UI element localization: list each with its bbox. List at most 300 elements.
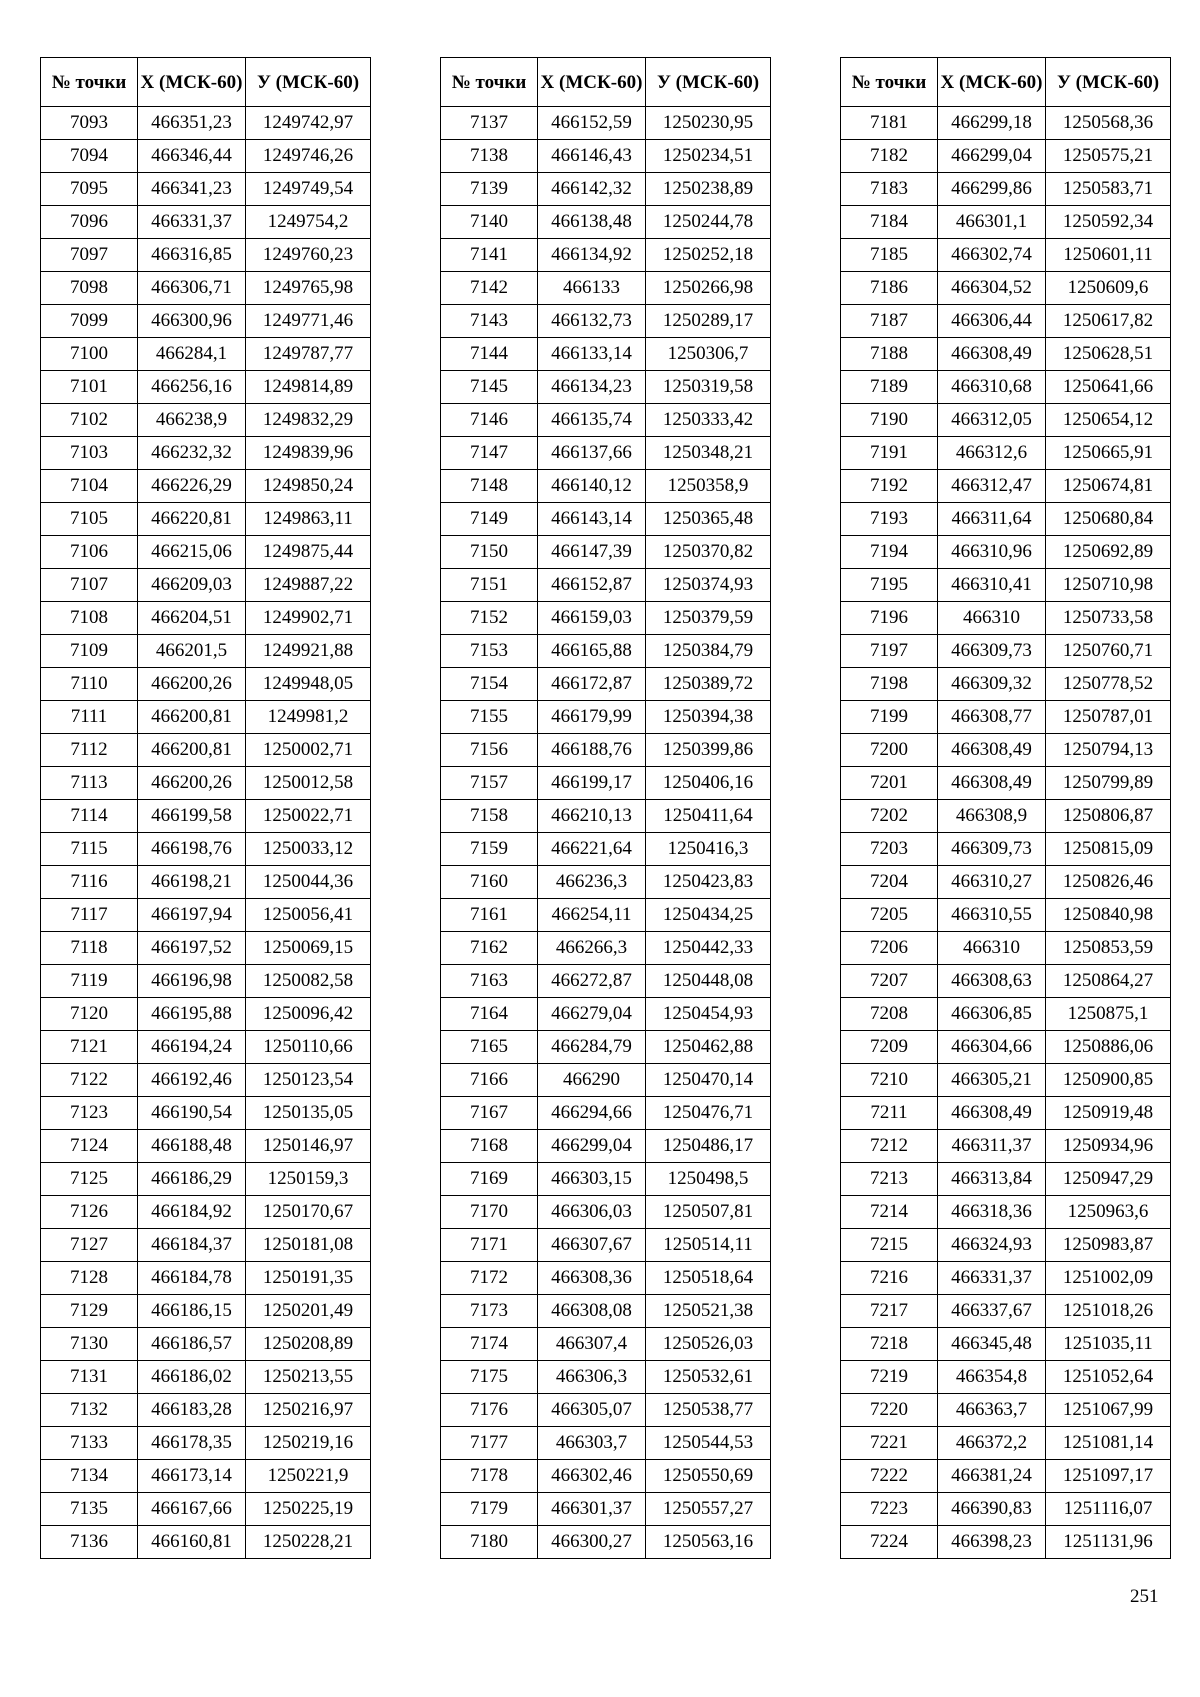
table-row [41, 404, 371, 437]
table-row [41, 1064, 371, 1097]
table-row [41, 1427, 371, 1460]
x-coordinate-cell: 466316,85 [138, 239, 246, 272]
table-row [841, 1328, 1171, 1361]
point-number-cell: 7206 [841, 932, 938, 965]
point-number-cell: 7162 [441, 932, 538, 965]
x-coordinate-cell: 466266,3 [538, 932, 646, 965]
header-point-number: № точки [41, 58, 138, 107]
table-row [441, 1394, 771, 1427]
table-row [441, 602, 771, 635]
y-coordinate-cell: 1250476,71 [646, 1097, 771, 1130]
table-row [41, 1229, 371, 1262]
table-row [841, 1064, 1171, 1097]
y-coordinate-cell: 1250170,67 [246, 1196, 371, 1229]
x-coordinate-cell: 466186,57 [138, 1328, 246, 1361]
y-coordinate-cell: 1250423,83 [646, 866, 771, 899]
y-coordinate-cell: 1250033,12 [246, 833, 371, 866]
point-number-cell: 7134 [41, 1460, 138, 1493]
point-number-cell: 7142 [441, 272, 538, 305]
x-coordinate-cell: 466186,02 [138, 1361, 246, 1394]
y-coordinate-cell: 1249850,24 [246, 470, 371, 503]
point-number-cell: 7223 [841, 1493, 938, 1526]
x-coordinate-cell: 466209,03 [138, 569, 246, 602]
x-coordinate-cell: 466199,58 [138, 800, 246, 833]
y-coordinate-cell: 1251035,11 [1046, 1328, 1171, 1361]
x-coordinate-cell: 466254,11 [538, 899, 646, 932]
x-coordinate-cell: 466308,08 [538, 1295, 646, 1328]
table-row [841, 734, 1171, 767]
y-coordinate-cell: 1250886,06 [1046, 1031, 1171, 1064]
table-row [441, 800, 771, 833]
table-row [41, 1526, 371, 1559]
y-coordinate-cell: 1251018,26 [1046, 1295, 1171, 1328]
point-number-cell: 7095 [41, 173, 138, 206]
point-number-cell: 7109 [41, 635, 138, 668]
point-number-cell: 7184 [841, 206, 938, 239]
point-number-cell: 7181 [841, 107, 938, 140]
table-row [41, 998, 371, 1031]
point-number-cell: 7158 [441, 800, 538, 833]
x-coordinate-cell: 466294,66 [538, 1097, 646, 1130]
y-coordinate-cell: 1249981,2 [246, 701, 371, 734]
y-coordinate-cell: 1250384,79 [646, 635, 771, 668]
y-coordinate-cell: 1250575,21 [1046, 140, 1171, 173]
table-row [841, 239, 1171, 272]
x-coordinate-cell: 466188,76 [538, 734, 646, 767]
x-coordinate-cell: 466147,39 [538, 536, 646, 569]
x-coordinate-cell: 466313,84 [938, 1163, 1046, 1196]
table-row [841, 107, 1171, 140]
x-coordinate-cell: 466192,46 [138, 1064, 246, 1097]
table-row [441, 371, 771, 404]
table-row [441, 1262, 771, 1295]
y-coordinate-cell: 1250333,42 [646, 404, 771, 437]
y-coordinate-cell: 1250219,16 [246, 1427, 371, 1460]
header-x-coordinate: X (МСК-60) [938, 58, 1046, 107]
point-number-cell: 7106 [41, 536, 138, 569]
table-row [441, 1493, 771, 1526]
y-coordinate-cell: 1250213,55 [246, 1361, 371, 1394]
point-number-cell: 7155 [441, 701, 538, 734]
x-coordinate-cell: 466310,96 [938, 536, 1046, 569]
x-coordinate-cell: 466272,87 [538, 965, 646, 998]
table-row [41, 800, 371, 833]
x-coordinate-cell: 466146,43 [538, 140, 646, 173]
y-coordinate-cell: 1250733,58 [1046, 602, 1171, 635]
x-coordinate-cell: 466133,14 [538, 338, 646, 371]
y-coordinate-cell: 1250641,66 [1046, 371, 1171, 404]
table-row [441, 1064, 771, 1097]
y-coordinate-cell: 1250680,84 [1046, 503, 1171, 536]
table-row [841, 569, 1171, 602]
table-row [841, 635, 1171, 668]
x-coordinate-cell: 466304,52 [938, 272, 1046, 305]
table-row [41, 338, 371, 371]
header-y-coordinate: У (МСК-60) [646, 58, 771, 107]
y-coordinate-cell: 1250216,97 [246, 1394, 371, 1427]
point-number-cell: 7165 [441, 1031, 538, 1064]
point-number-cell: 7129 [41, 1295, 138, 1328]
y-coordinate-cell: 1251067,99 [1046, 1394, 1171, 1427]
table-row [841, 140, 1171, 173]
point-number-cell: 7161 [441, 899, 538, 932]
y-coordinate-cell: 1250406,16 [646, 767, 771, 800]
point-number-cell: 7148 [441, 470, 538, 503]
table-row [41, 965, 371, 998]
table-row [841, 1031, 1171, 1064]
table-row [41, 668, 371, 701]
y-coordinate-cell: 1250252,18 [646, 239, 771, 272]
x-coordinate-cell: 466232,32 [138, 437, 246, 470]
y-coordinate-cell: 1250365,48 [646, 503, 771, 536]
point-number-cell: 7167 [441, 1097, 538, 1130]
x-coordinate-cell: 466308,49 [938, 1097, 1046, 1130]
point-number-cell: 7174 [441, 1328, 538, 1361]
x-coordinate-cell: 466200,26 [138, 767, 246, 800]
point-number-cell: 7203 [841, 833, 938, 866]
x-coordinate-cell: 466312,05 [938, 404, 1046, 437]
x-coordinate-cell: 466186,29 [138, 1163, 246, 1196]
point-number-cell: 7121 [41, 1031, 138, 1064]
point-number-cell: 7169 [441, 1163, 538, 1196]
x-coordinate-cell: 466307,67 [538, 1229, 646, 1262]
x-coordinate-cell: 466308,49 [938, 338, 1046, 371]
x-coordinate-cell: 466312,6 [938, 437, 1046, 470]
point-number-cell: 7175 [441, 1361, 538, 1394]
y-coordinate-cell: 1250022,71 [246, 800, 371, 833]
y-coordinate-cell: 1250592,34 [1046, 206, 1171, 239]
point-number-cell: 7131 [41, 1361, 138, 1394]
point-number-cell: 7159 [441, 833, 538, 866]
y-coordinate-cell: 1250096,42 [246, 998, 371, 1031]
table-row [441, 1031, 771, 1064]
table-row [441, 1130, 771, 1163]
x-coordinate-cell: 466300,27 [538, 1526, 646, 1559]
point-number-cell: 7149 [441, 503, 538, 536]
x-coordinate-cell: 466198,21 [138, 866, 246, 899]
point-number-cell: 7194 [841, 536, 938, 569]
table-row [841, 437, 1171, 470]
y-coordinate-cell: 1250319,58 [646, 371, 771, 404]
point-number-cell: 7168 [441, 1130, 538, 1163]
x-coordinate-cell: 466309,73 [938, 833, 1046, 866]
x-coordinate-cell: 466363,7 [938, 1394, 1046, 1427]
table-row [41, 569, 371, 602]
y-coordinate-cell: 1250934,96 [1046, 1130, 1171, 1163]
table-row [41, 206, 371, 239]
x-coordinate-cell: 466341,23 [138, 173, 246, 206]
point-number-cell: 7150 [441, 536, 538, 569]
point-number-cell: 7156 [441, 734, 538, 767]
x-coordinate-cell: 466134,23 [538, 371, 646, 404]
x-coordinate-cell: 466184,78 [138, 1262, 246, 1295]
y-coordinate-cell: 1250521,38 [646, 1295, 771, 1328]
point-number-cell: 7117 [41, 899, 138, 932]
point-number-cell: 7107 [41, 569, 138, 602]
point-number-cell: 7207 [841, 965, 938, 998]
point-number-cell: 7189 [841, 371, 938, 404]
y-coordinate-cell: 1249742,97 [246, 107, 371, 140]
x-coordinate-cell: 466337,67 [938, 1295, 1046, 1328]
x-coordinate-cell: 466173,14 [138, 1460, 246, 1493]
y-coordinate-cell: 1250947,29 [1046, 1163, 1171, 1196]
point-number-cell: 7128 [41, 1262, 138, 1295]
y-coordinate-cell: 1250244,78 [646, 206, 771, 239]
point-number-cell: 7143 [441, 305, 538, 338]
point-number-cell: 7126 [41, 1196, 138, 1229]
coordinates-table-1 [40, 57, 371, 1559]
header-x-coordinate: X (МСК-60) [138, 58, 246, 107]
x-coordinate-cell: 466299,86 [938, 173, 1046, 206]
y-coordinate-cell: 1249754,2 [246, 206, 371, 239]
x-coordinate-cell: 466201,5 [138, 635, 246, 668]
x-coordinate-cell: 466301,37 [538, 1493, 646, 1526]
header-point-number: № точки [841, 58, 938, 107]
y-coordinate-cell: 1249832,29 [246, 404, 371, 437]
y-coordinate-cell: 1250654,12 [1046, 404, 1171, 437]
point-number-cell: 7193 [841, 503, 938, 536]
y-coordinate-cell: 1250181,08 [246, 1229, 371, 1262]
x-coordinate-cell: 466215,06 [138, 536, 246, 569]
y-coordinate-cell: 1250394,38 [646, 701, 771, 734]
table-row [841, 965, 1171, 998]
header-point-number: № точки [441, 58, 538, 107]
y-coordinate-cell: 1249814,89 [246, 371, 371, 404]
point-number-cell: 7145 [441, 371, 538, 404]
x-coordinate-cell: 466188,48 [138, 1130, 246, 1163]
x-coordinate-cell: 466310,68 [938, 371, 1046, 404]
point-number-cell: 7192 [841, 470, 938, 503]
x-coordinate-cell: 466256,16 [138, 371, 246, 404]
y-coordinate-cell: 1250208,89 [246, 1328, 371, 1361]
x-coordinate-cell: 466346,44 [138, 140, 246, 173]
x-coordinate-cell: 466318,36 [938, 1196, 1046, 1229]
table-row [841, 800, 1171, 833]
x-coordinate-cell: 466196,98 [138, 965, 246, 998]
y-coordinate-cell: 1250864,27 [1046, 965, 1171, 998]
table-row [441, 866, 771, 899]
table-row [841, 668, 1171, 701]
point-number-cell: 7216 [841, 1262, 938, 1295]
x-coordinate-cell: 466390,83 [938, 1493, 1046, 1526]
point-number-cell: 7096 [41, 206, 138, 239]
table-row [41, 470, 371, 503]
y-coordinate-cell: 1250374,93 [646, 569, 771, 602]
point-number-cell: 7197 [841, 635, 938, 668]
point-number-cell: 7138 [441, 140, 538, 173]
y-coordinate-cell: 1249749,54 [246, 173, 371, 206]
y-coordinate-cell: 1250583,71 [1046, 173, 1171, 206]
x-coordinate-cell: 466303,15 [538, 1163, 646, 1196]
y-coordinate-cell: 1250963,6 [1046, 1196, 1171, 1229]
y-coordinate-cell: 1249771,46 [246, 305, 371, 338]
y-coordinate-cell: 1250550,69 [646, 1460, 771, 1493]
table-row [441, 998, 771, 1031]
x-coordinate-cell: 466308,77 [938, 701, 1046, 734]
table-row [841, 602, 1171, 635]
y-coordinate-cell: 1250191,35 [246, 1262, 371, 1295]
table-row [441, 833, 771, 866]
table-row [441, 404, 771, 437]
y-coordinate-cell: 1249839,96 [246, 437, 371, 470]
point-number-cell: 7191 [841, 437, 938, 470]
point-number-cell: 7110 [41, 668, 138, 701]
table-row [841, 338, 1171, 371]
y-coordinate-cell: 1250234,51 [646, 140, 771, 173]
point-number-cell: 7115 [41, 833, 138, 866]
point-number-cell: 7172 [441, 1262, 538, 1295]
x-coordinate-cell: 466184,92 [138, 1196, 246, 1229]
x-coordinate-cell: 466301,1 [938, 206, 1046, 239]
table-row [841, 899, 1171, 932]
point-number-cell: 7104 [41, 470, 138, 503]
y-coordinate-cell: 1250434,25 [646, 899, 771, 932]
y-coordinate-cell: 1250123,54 [246, 1064, 371, 1097]
table-row [441, 1295, 771, 1328]
x-coordinate-cell: 466137,66 [538, 437, 646, 470]
x-coordinate-cell: 466324,93 [938, 1229, 1046, 1262]
y-coordinate-cell: 1250875,1 [1046, 998, 1171, 1031]
point-number-cell: 7105 [41, 503, 138, 536]
point-number-cell: 7137 [441, 107, 538, 140]
table-row [841, 1460, 1171, 1493]
y-coordinate-cell: 1250557,27 [646, 1493, 771, 1526]
point-number-cell: 7152 [441, 602, 538, 635]
table-row [841, 1295, 1171, 1328]
point-number-cell: 7164 [441, 998, 538, 1031]
x-coordinate-cell: 466309,73 [938, 635, 1046, 668]
table-row [441, 305, 771, 338]
table-row [441, 569, 771, 602]
y-coordinate-cell: 1250306,7 [646, 338, 771, 371]
x-coordinate-cell: 466200,81 [138, 701, 246, 734]
point-number-cell: 7200 [841, 734, 938, 767]
y-coordinate-cell: 1251002,09 [1046, 1262, 1171, 1295]
point-number-cell: 7111 [41, 701, 138, 734]
table-row [841, 1196, 1171, 1229]
y-coordinate-cell: 1249746,26 [246, 140, 371, 173]
point-number-cell: 7202 [841, 800, 938, 833]
x-coordinate-cell: 466226,29 [138, 470, 246, 503]
table-header-row [441, 58, 771, 107]
x-coordinate-cell: 466143,14 [538, 503, 646, 536]
y-coordinate-cell: 1251097,17 [1046, 1460, 1171, 1493]
x-coordinate-cell: 466197,94 [138, 899, 246, 932]
point-number-cell: 7180 [441, 1526, 538, 1559]
table-row [841, 503, 1171, 536]
y-coordinate-cell: 1250674,81 [1046, 470, 1171, 503]
x-coordinate-cell: 466306,03 [538, 1196, 646, 1229]
table-row [41, 305, 371, 338]
point-number-cell: 7100 [41, 338, 138, 371]
table-row [441, 437, 771, 470]
x-coordinate-cell: 466299,04 [538, 1130, 646, 1163]
point-number-cell: 7144 [441, 338, 538, 371]
table-header-row [841, 58, 1171, 107]
y-coordinate-cell: 1250221,9 [246, 1460, 371, 1493]
x-coordinate-cell: 466309,32 [938, 668, 1046, 701]
x-coordinate-cell: 466204,51 [138, 602, 246, 635]
point-number-cell: 7097 [41, 239, 138, 272]
y-coordinate-cell: 1250056,41 [246, 899, 371, 932]
table-row [441, 1229, 771, 1262]
table-row [841, 206, 1171, 239]
table-row [41, 1394, 371, 1427]
point-number-cell: 7132 [41, 1394, 138, 1427]
point-number-cell: 7210 [841, 1064, 938, 1097]
y-coordinate-cell: 1250238,89 [646, 173, 771, 206]
table-row [41, 140, 371, 173]
point-number-cell: 7171 [441, 1229, 538, 1262]
point-number-cell: 7125 [41, 1163, 138, 1196]
y-coordinate-cell: 1250416,3 [646, 833, 771, 866]
point-number-cell: 7122 [41, 1064, 138, 1097]
point-number-cell: 7154 [441, 668, 538, 701]
table-row [441, 635, 771, 668]
y-coordinate-cell: 1249902,71 [246, 602, 371, 635]
point-number-cell: 7114 [41, 800, 138, 833]
table-row [841, 173, 1171, 206]
table-body [841, 107, 1171, 1559]
y-coordinate-cell: 1250787,01 [1046, 701, 1171, 734]
point-number-cell: 7204 [841, 866, 938, 899]
y-coordinate-cell: 1250289,17 [646, 305, 771, 338]
point-number-cell: 7214 [841, 1196, 938, 1229]
y-coordinate-cell: 1250806,87 [1046, 800, 1171, 833]
x-coordinate-cell: 466236,3 [538, 866, 646, 899]
x-coordinate-cell: 466200,81 [138, 734, 246, 767]
table-row [41, 1196, 371, 1229]
table-row [441, 1526, 771, 1559]
x-coordinate-cell: 466133 [538, 272, 646, 305]
table-row [41, 272, 371, 305]
x-coordinate-cell: 466284,1 [138, 338, 246, 371]
y-coordinate-cell: 1250399,86 [646, 734, 771, 767]
x-coordinate-cell: 466142,32 [538, 173, 646, 206]
y-coordinate-cell: 1250538,77 [646, 1394, 771, 1427]
y-coordinate-cell: 1250692,89 [1046, 536, 1171, 569]
x-coordinate-cell: 466179,99 [538, 701, 646, 734]
x-coordinate-cell: 466220,81 [138, 503, 246, 536]
x-coordinate-cell: 466331,37 [938, 1262, 1046, 1295]
table-row [41, 734, 371, 767]
x-coordinate-cell: 466167,66 [138, 1493, 246, 1526]
point-number-cell: 7120 [41, 998, 138, 1031]
x-coordinate-cell: 466308,36 [538, 1262, 646, 1295]
point-number-cell: 7102 [41, 404, 138, 437]
y-coordinate-cell: 1250778,52 [1046, 668, 1171, 701]
point-number-cell: 7151 [441, 569, 538, 602]
table-row [441, 899, 771, 932]
x-coordinate-cell: 466308,63 [938, 965, 1046, 998]
x-coordinate-cell: 466306,85 [938, 998, 1046, 1031]
point-number-cell: 7124 [41, 1130, 138, 1163]
table-row [41, 1361, 371, 1394]
y-coordinate-cell: 1250146,97 [246, 1130, 371, 1163]
table-header-row [41, 58, 371, 107]
point-number-cell: 7118 [41, 932, 138, 965]
x-coordinate-cell: 466307,4 [538, 1328, 646, 1361]
table-row [441, 173, 771, 206]
point-number-cell: 7140 [441, 206, 538, 239]
y-coordinate-cell: 1249948,05 [246, 668, 371, 701]
y-coordinate-cell: 1251116,07 [1046, 1493, 1171, 1526]
y-coordinate-cell: 1250617,82 [1046, 305, 1171, 338]
x-coordinate-cell: 466200,26 [138, 668, 246, 701]
y-coordinate-cell: 1250609,6 [1046, 272, 1171, 305]
table-row [41, 1295, 371, 1328]
table-row [41, 437, 371, 470]
